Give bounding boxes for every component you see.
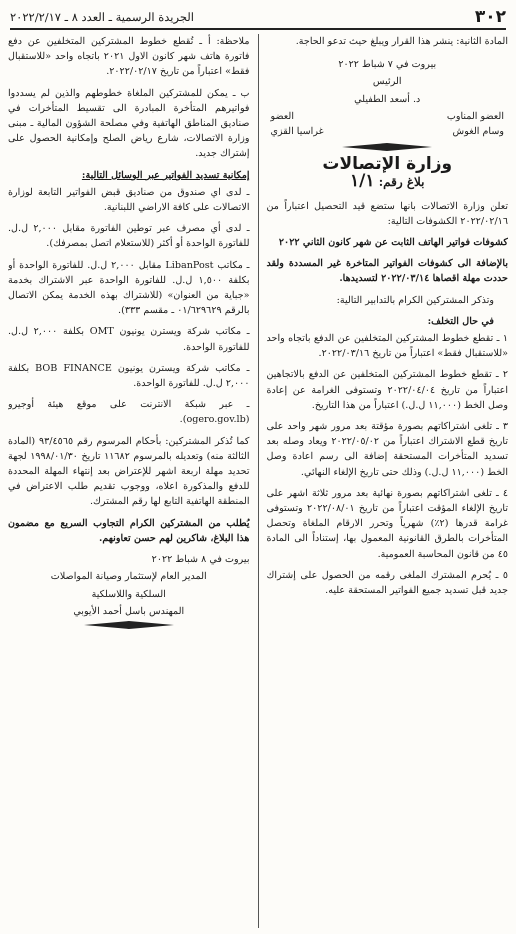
measure-item-3: ٣ ـ تلغى اشتراكاتهم بصورة مؤقتة بعد مرور شهر واحد على تاريخ قطع الاشتراك اعتباراً من ٢٠٢٢/٠٥/٠٢ ويعاد وصله بعد تسديد المتأخرات المستحقة إضافة الى رسم اعادة وصل الخط (١١,٠٠٠ ل.ل.) وذلك حتى تاريخ الإلغاء النهائي. bbox=[266, 421, 508, 478]
measure-item-4: ٤ ـ تلغى اشتراكاتهم بصورة نهائية بعد مرور ثلاثة اشهر على تاريخ الإلغاء المؤقت اعتباراً من تاريخ ٢٠٢٢/٠٨/٠١ وتستوفى غرامة قدرها (٢٪) شهرياً وتحرر الارقام الملغاة وتحصل المتأخرات بالطرق القانونية المعمول بها، إستناداً الى المادة ٤٥ من قانون المحاسبة العمومية. bbox=[266, 487, 508, 560]
right-column bbox=[258, 34, 509, 928]
end-divider bbox=[8, 621, 250, 629]
article-two: المادة الثانية: ينشر هذا القرار ويبلغ حيث تدعو الحاجة. bbox=[295, 36, 508, 47]
closing-request: يُطلب من المشتركين الكرام التجاوب السريع مع مضمون هذا البلاغ، شاكرين لهم حسن تعاونهم. bbox=[8, 517, 250, 544]
payment-method-3: ـ مكاتب LibanPost مقابل ٢,٠٠٠ ل.ل. للفاتورة الواحدة أو بكلفة ١,٥٠٠ ل.ل. للفاتورة الواحدة عبر الاشتراك بخدمة «جباية من العنوان» (للاشتراك بهذه الخدمة يمكن الاتصال بالرقم ٠١/٦٢٩٦٢٩ ـ مقسم ٣٣٣). bbox=[8, 259, 250, 317]
measure-item-1: ١ ـ تقطع خطوط المشتركين المتخلفين عن الدفع باتجاه واحد «للاستقبال فقط» اعتباراً من تاريخ ٢٠٢٢/٠٣/١٦. bbox=[266, 333, 508, 360]
member-alt-label: العضو المناوب bbox=[446, 110, 504, 122]
section-divider bbox=[267, 143, 509, 151]
page-header bbox=[10, 6, 506, 30]
president-name: د. أسعد الطفيلي bbox=[354, 93, 421, 105]
members-row-titles bbox=[267, 109, 509, 124]
reminder-text: وتذكر المشتركين الكرام بالتدابير التالية: bbox=[336, 294, 494, 306]
measure-item-2: ٢ ـ تقطع خطوط المشتركين المتخلفين عن الدفع بالاتجاهين اعتباراً من تاريخ ٢٠٢٢/٠٤/٠٤ وتستوفى الغرامة عن إعادة وصل الخط (١١,٠٠٠ ل.ل.) اعتباراً من هذا التاريخ. bbox=[266, 369, 508, 411]
payment-method-2: ـ لدى أي مصرف عبر توطين الفاتورة مقابل ٢,٠٠٠ ل.ل. للفاتورة الواحدة أو أكثر (للاستعلام اتصل بمصرفك). bbox=[8, 223, 250, 250]
payment-method-1: ـ لدى اي صندوق من صناديق قبض الفواتير التابعة لوزارة الاتصالات على كافة الاراضي اللبنانية. bbox=[8, 186, 250, 214]
columns bbox=[8, 34, 508, 928]
gazette-title: الجريدة الرسمية ـ العدد ٨ ـ ٢٠٢٢/٢/١٧ bbox=[10, 10, 194, 24]
notice-number: ١/١ bbox=[350, 171, 375, 192]
note-b: ب ـ يمكن للمشتركين الملغاة خطوطهم والذين لم يسددوا فواتيرهم المتأخرة المبادرة الى تقسيط المتأخرات في صناديق المناطق الهاتفية وفي مصلحة الشؤون المالية ـ مبنى وزارة الاتصالات، شارع رياض الصلح وإمكانية الحصول على إشتراك جديد. bbox=[8, 87, 250, 160]
payment-methods-title: إمكانية تسديد الفواتير عبر الوسائل التالية: bbox=[81, 169, 250, 181]
note-a: ملاحظة: أ ـ تُقطع خطوط المشتركين المتخلفين عن دفع فاتورة هاتف شهر كانون الاول ٢٠٢١ باتجاه واحد «للاستقبال فقط» اعتباراً من تاريخ ٢٠٢٢/٠٢/١٧. bbox=[8, 36, 250, 78]
notice-label: بلاغ رقم: bbox=[378, 175, 425, 190]
default-title: في حال التخلف: bbox=[427, 315, 494, 327]
president-title: الرئيس bbox=[372, 76, 402, 88]
member-label: العضو bbox=[270, 110, 294, 122]
payment-method-6: ـ عبر شبكة الانترنت على موقع هيئة أوجيرو (ogero.gov.lb). bbox=[8, 399, 250, 426]
ministry-title: وزارة الإتصالات bbox=[322, 154, 453, 175]
payment-method-5: ـ مكاتب شركة ويسترن يونيون BOB FINANCE بكلفة ٢,٠٠٠ ل.ل. للفاتورة الواحدة. bbox=[8, 362, 250, 390]
signer-title-2: السلكية واللاسلكية bbox=[91, 588, 166, 600]
member-name: غراسيا القزي bbox=[270, 126, 324, 138]
decree-reminder: كما تُذكر المشتركين: بأحكام المرسوم رقم ٩٣/٤٥٦٥ (المادة الثالثة منه) وتعديله بالمرسوم ١١٦٨٢ تاريخ ١٩٩٨/٠١/٣٠ لجهة تحديد مهلة اربعة اشهر للإعتراض بعد إنتهاء المهلة المحددة للدفع والمذكورة اعلاه، ووجوب تقديم طلب الاعتراض في المنطقة الهاتفية التابع لها رقم المشترك. bbox=[8, 435, 250, 508]
measure-item-5: ٥ ـ يُحرم المشترك الملغى رقمه من الحصول على إشتراك جديد قبل تسديد جميع الفواتير المستحقة عليه. bbox=[266, 569, 508, 597]
overdue-notice: بالإضافة الى كشوفات الفواتير المتاخرة غير المسددة ولقد حددت مهلة اقصاها ٢٠٢٢/٠٣/١٤ لتسديدها. bbox=[266, 258, 508, 285]
members-row-names bbox=[267, 124, 509, 139]
statements-title: كشوفات فواتير الهاتف الثابت عن شهر كانون الثاني ٢٠٢٢ bbox=[278, 237, 508, 249]
notice-intro: تعلن وزارة الاتصالات بانها ستضع قيد التحصيل اعتباراً من ٢٠٢٢/٠٢/١٦ الكشوفات التالية: bbox=[266, 200, 508, 227]
payment-method-4: ـ مكاتب شركة ويسترن يونيون OMT بكلفة ٢,٠٠٠ ل.ل. للفاتورة الواحدة. bbox=[8, 326, 250, 353]
member-alt-name: وسام الغوش bbox=[452, 126, 504, 138]
notice-heading bbox=[267, 171, 509, 192]
decision-date: بيروت في ٧ شباط ٢٠٢٢ bbox=[338, 59, 437, 71]
page-number: ٣٠٢ bbox=[474, 7, 506, 27]
signer-name: المهندس باسل أحمد الأيوبي bbox=[73, 605, 185, 617]
left-column bbox=[8, 34, 258, 928]
notice-date: بيروت في ٨ شباط ٢٠٢٢ bbox=[151, 554, 250, 566]
signer-title: المدير العام لإستثمار وصيانة المواصلات bbox=[50, 571, 207, 583]
